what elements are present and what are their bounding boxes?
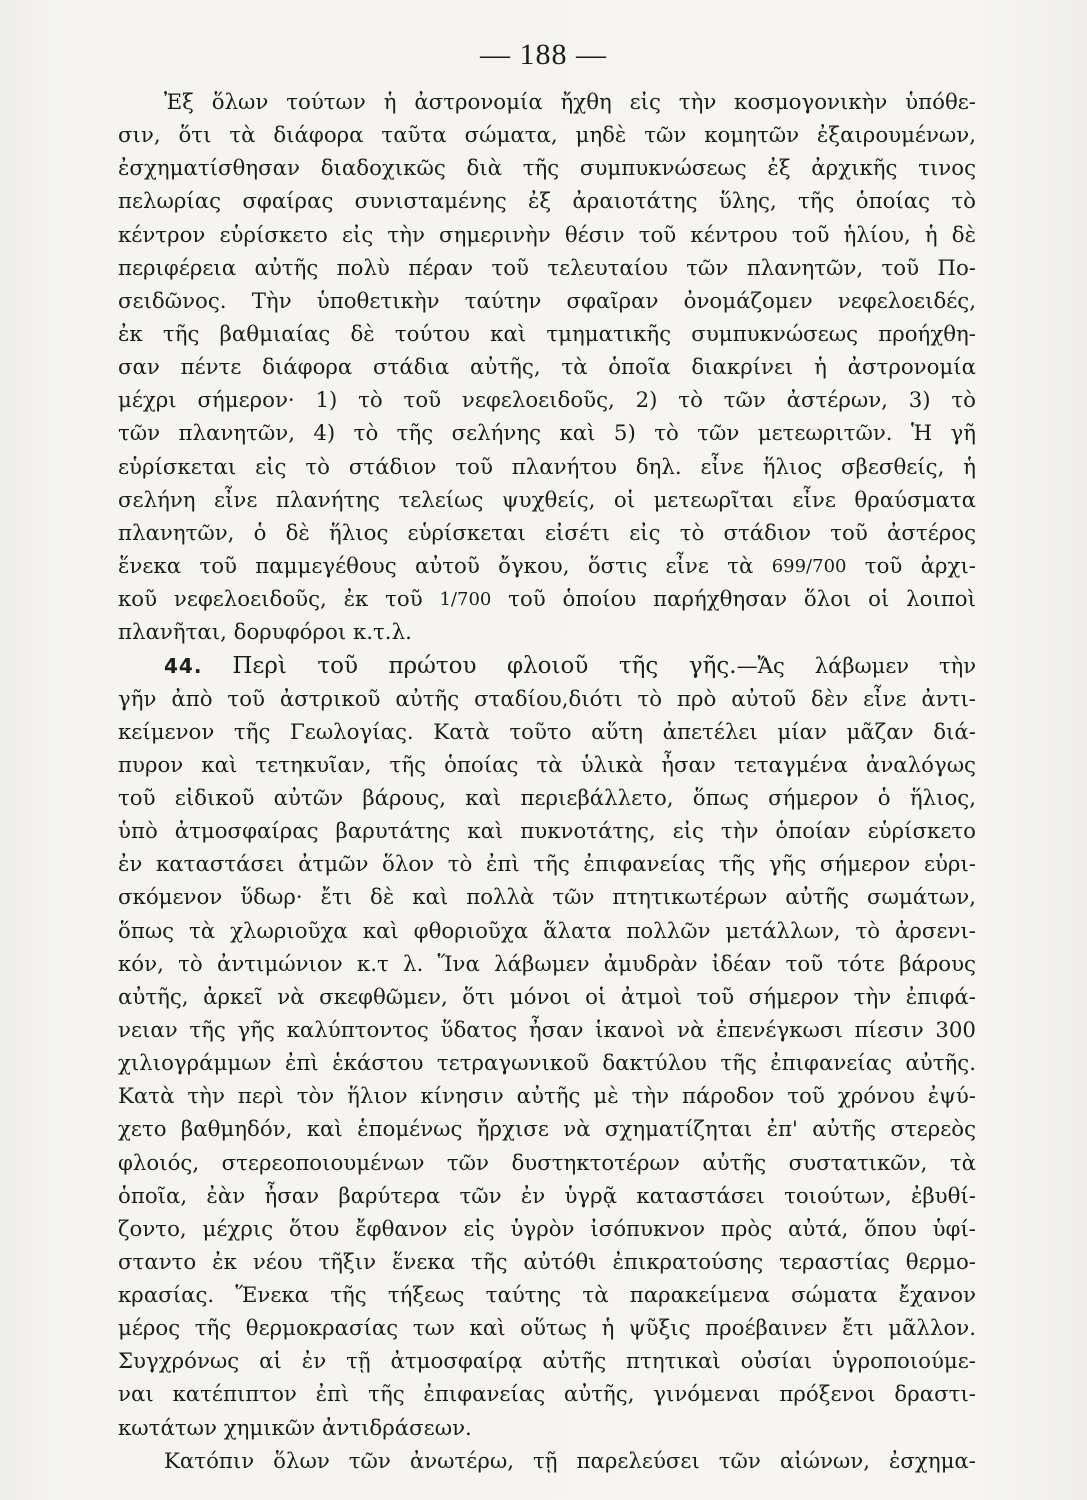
text-line: αὐτῆς, ἀρκεῖ νὰ σκεφθῶμεν, ὅτι μόνοι οἱ ἀτμοὶ τοῦ σήμερον τὴν ἐπιφά-	[118, 984, 976, 1010]
page-body	[118, 86, 976, 1478]
text-line: σαν πέντε διάφορα στάδια αὐτῆς, τὰ ὁποῖα διακρίνει ἡ ἀστρονομία	[118, 355, 976, 381]
text-line: μέχρι σήμερον· 1) τὸ τοῦ νεφελοειδοῦς, 2) τὸ τῶν ἀστέρων, 3) τὸ	[118, 388, 976, 414]
text-segment: κοῦ νεφελοειδοῦς, ἐκ τοῦ	[118, 587, 440, 613]
text-segment: τοῦ ὁποίου παρήχθησαν ὅλοι οἱ λοιποὶ	[491, 587, 976, 613]
text-line: ζοντο, μέχρις ὅτου ἔφθανον εἰς ὑγρὸν ἰσόπυκνον πρὸς αὐτά, ὅπου ὑφί-	[118, 1216, 976, 1242]
text-line: κρασίας. Ἕνεκα τῆς τήξεως ταύτης τὰ παρακείμενα σώματα ἔχανον	[118, 1283, 976, 1309]
section-heading-line	[118, 649, 976, 682]
text-line: σελήνη εἶνε πλανήτης τελείως ψυχθείς, οἱ μετεωρῖται εἶνε θραύσματα	[118, 487, 976, 513]
text-line: ἐκ τῆς βαθμιαίας δὲ τούτου καὶ τμηματικῆς συμπυκνώσεως προήχθη-	[118, 321, 976, 347]
text-line-fraction	[118, 550, 976, 583]
text-line: μέρος τῆς θερμοκρασίας των καὶ οὕτως ἡ ψῦξις προέβαινεν ἔτι μᾶλλον.	[118, 1316, 976, 1342]
text-line: σιν, ὅτι τὰ διάφορα ταῦτα σώματα, μηδὲ τῶν κομητῶν ἐξαιρουμένων,	[118, 123, 976, 149]
text-segment: τοῦ ἀρχι-	[846, 553, 976, 579]
text-line: εὑρίσκεται εἰς τὸ στάδιον τοῦ πλανήτου δηλ. εἶνε ἥλιος σβεσθείς, ἡ	[118, 454, 976, 480]
text-line: ὑπὸ ἀτμοσφαίρας βαρυτάτης καὶ πυκνοτάτης, εἰς τὴν ὁποίαν εὑρίσκετο	[118, 819, 976, 845]
text-line: ἐν καταστάσει ἀτμῶν ὅλον τὸ ἐπὶ τῆς ἐπιφανείας τῆς γῆς σήμερον εὑρι-	[118, 852, 976, 878]
text-line: γῆν ἀπὸ τοῦ ἀστρικοῦ αὐτῆς σταδίου,διότι τὸ πρὸ αὐτοῦ δὲν εἶνε ἀντι-	[118, 686, 976, 712]
text-line-fraction	[118, 583, 976, 616]
text-line: Κατόπιν ὅλων τῶν ἀνωτέρω, τῇ παρελεύσει τῶν αἰώνων, ἐσχημα-	[164, 1448, 976, 1474]
text-line: τοῦ εἰδικοῦ αὐτῶν βάρους, καὶ περιεβάλλετο, ὅπως σήμερον ὁ ἥλιος,	[118, 785, 976, 811]
text-line: πυρον καὶ τετηκυῖαν, τῆς ὁποίας τὰ ὑλικὰ ἦσαν τεταγμένα ἀναλόγως	[118, 752, 976, 778]
text-line: σταντο ἐκ νέου τῆξιν ἕνεκα τῆς αὐτόθι ἐπικρατούσης τεραστίας θερμο-	[118, 1249, 976, 1275]
text-line: περιφέρεια αὐτῆς πολὺ πέραν τοῦ τελευταίου τῶν πλανητῶν, τοῦ Πο-	[118, 255, 976, 281]
text-line: κέντρον εὑρίσκετο εἰς τὴν σημερινὴν θέσιν τοῦ κέντρου τοῦ ἡλίου, ἡ δὲ	[118, 222, 976, 248]
text-line: ἐσχηματίσθησαν διαδοχικῶς διὰ τῆς συμπυκνώσεως ἐξ ἀρχικῆς τινος	[118, 156, 976, 182]
section-number: 44.	[164, 654, 203, 679]
text-line: Κατὰ τὴν περὶ τὸν ἥλιον κίνησιν αὐτῆς μὲ τὴν πάροδον τοῦ χρόνου ἐψύ-	[118, 1084, 976, 1110]
text-line: φλοιός, στερεοποιουμένων τῶν δυστηκτοτέρων αὐτῆς συστατικῶν, τὰ	[118, 1150, 976, 1176]
text-line: σειδῶνος. Τὴν ὑποθετικὴν ταύτην σφαῖραν ὀνομάζομεν νεφελοειδές,	[118, 288, 976, 314]
text-line: Συγχρόνως αἱ ἐν τῇ ἀτμοσφαίρᾳ αὐτῆς πτητικαὶ οὐσίαι ὑγροποιούμε-	[118, 1349, 976, 1375]
fraction: 699/700	[771, 555, 847, 577]
text-line: κείμενον τῆς Γεωλογίας. Κατὰ τοῦτο αὕτη ἀπετέλει μίαν μᾶζαν διά-	[118, 719, 976, 745]
section-heading: Περὶ τοῦ πρώτου φλοιοῦ τῆς γῆς.	[232, 653, 737, 680]
text-line: πλανητῶν, ὁ δὲ ἥλιος εὑρίσκεται εἰσέτι εἰς τὸ στάδιον τοῦ ἀστέρος	[118, 520, 976, 546]
text-line: πλανῆται, δορυφόροι κ.τ.λ.	[118, 620, 412, 646]
text-line: ὅπως τὰ χλωριοῦχα καὶ φθοριοῦχα ἅλατα πολλῶν μετάλλων, τὸ ἀρσενι-	[118, 918, 976, 944]
text-line: νειαν τῆς γῆς καλύπτοντος ὕδατος ἦσαν ἱκανοὶ νὰ ἐπενέγκωσι πίεσιν 300	[118, 1017, 976, 1043]
page-number: — 188 —	[480, 38, 607, 71]
text-segment: —Ἄς λάβωμεν τὴν	[736, 653, 976, 679]
text-line: χετο βαθμηδόν, καὶ ἑπομένως ἤρχισε νὰ σχηματίζηται ἐπ' αὐτῆς στερεὸς	[118, 1117, 976, 1143]
text-line: κόν, τὸ ἀντιμώνιον κ.τ λ. Ἵνα λάβωμεν ἀμυδρὰν ἰδέαν τοῦ τότε βάρους	[118, 951, 976, 977]
fraction: 1/700	[439, 589, 492, 611]
text-line: πελωρίας σφαίρας συνισταμένης ἐξ ἀραιοτάτης ὕλης, τῆς ὁποίας τὸ	[118, 189, 976, 215]
text-line: χιλιογράμμων ἐπὶ ἑκάστου τετραγωνικοῦ δακτύλου τῆς ἐπιφανείας αὐτῆς.	[118, 1051, 976, 1077]
text-line: ναι κατέπιπτον ἐπὶ τῆς ἐπιφανείας αὐτῆς, γινόμεναι πρόξενοι δραστι-	[118, 1382, 976, 1408]
text-line: κωτάτων χημικῶν ἀντιδράσεων.	[118, 1415, 472, 1441]
text-segment: ἕνεκα τοῦ παμμεγέθους αὐτοῦ ὄγκου, ὅστις εἶνε τὰ	[118, 553, 772, 579]
text-line: ὁποῖα, ἐὰν ἦσαν βαρύτερα τῶν ἐν ὑγρᾷ καταστάσει τοιούτων, ἐβυθί-	[118, 1183, 976, 1209]
text-line: τῶν πλανητῶν, 4) τὸ τῆς σελήνης καὶ 5) τὸ τῶν μετεωριτῶν. Ἡ γῆ	[118, 421, 976, 447]
text-line: σκόμενον ὕδωρ· ἔτι δὲ καὶ πολλὰ τῶν πτητικωτέρων αὐτῆς σωμάτων,	[118, 885, 976, 911]
text-line: Ἐξ ὅλων τούτων ἡ ἀστρονομία ἤχθη εἰς τὴν κοσμογονικὴν ὑπόθε-	[164, 90, 976, 115]
